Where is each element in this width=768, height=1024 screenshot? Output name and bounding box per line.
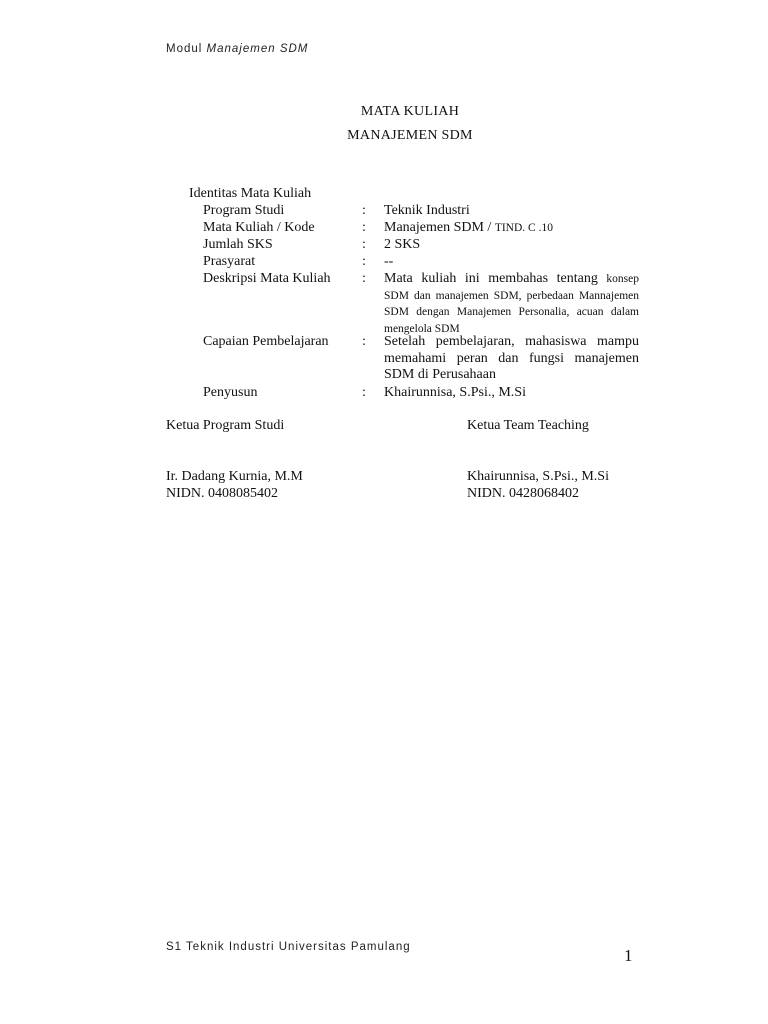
row-label: Jumlah SKS — [203, 237, 273, 252]
running-footer: S1 Teknik Industri Universitas Pamulang — [166, 941, 411, 953]
doc-title-line2: MANAJEMEN SDM — [347, 128, 473, 143]
identity-heading: Identitas Mata Kuliah — [189, 186, 312, 201]
course-code: TIND. C .10 — [494, 222, 553, 234]
signature-right-role: Ketua Team Teaching — [467, 418, 589, 433]
row-colon: : — [362, 271, 366, 286]
page-number: 1 — [624, 946, 633, 965]
signature-left-name: Ir. Dadang Kurnia, M.M — [166, 469, 303, 484]
row-value: Setelah pembelajaran, mahasiswa mampu memahami peran dan fungsi manajemen SDM di Perusahaan — [384, 334, 639, 382]
row-value: 2 SKS — [384, 237, 421, 252]
doc-title-line1: MATA KULIAH — [360, 104, 460, 119]
row-label: Mata Kuliah / Kode — [203, 220, 315, 235]
row-label: Deskripsi Mata Kuliah — [203, 271, 331, 286]
row-value: Teknik Industri — [384, 203, 470, 218]
running-header — [166, 43, 308, 55]
row-label: Penyusun — [203, 385, 258, 400]
row-value: Khairunnisa, S.Psi., M.Si — [384, 385, 526, 400]
signature-left-role: Ketua Program Studi — [166, 418, 285, 433]
row-value: -- — [384, 254, 394, 269]
row-value — [384, 271, 639, 337]
row-colon: : — [362, 203, 366, 218]
row-label: Prasyarat — [203, 254, 256, 269]
signature-left-nidn: NIDN. 0408085402 — [166, 486, 278, 501]
row-colon: : — [362, 334, 366, 349]
row-colon: : — [362, 237, 366, 252]
header-prefix: Modul — [166, 43, 203, 55]
row-colon: : — [362, 254, 366, 269]
description-rest: konsep SDM dan manajemen SDM, perbedaan Mannajemen SDM dengan Manajemen Personalia, acuan dalam mengelola SDM — [384, 273, 639, 335]
row-colon: : — [362, 385, 366, 400]
header-course-name: Manajemen SDM — [206, 43, 309, 55]
row-label: Program Studi — [203, 203, 285, 218]
row-label: Capaian Pembelajaran — [203, 334, 329, 349]
signature-right-nidn: NIDN. 0428068402 — [467, 486, 579, 501]
course-name: Manajemen SDM / — [384, 220, 492, 235]
row-value — [384, 220, 639, 237]
row-colon: : — [362, 220, 366, 235]
signature-right-name: Khairunnisa, S.Psi., M.Si — [467, 469, 609, 484]
description-lead: Mata kuliah ini membahas tentang — [384, 271, 598, 286]
